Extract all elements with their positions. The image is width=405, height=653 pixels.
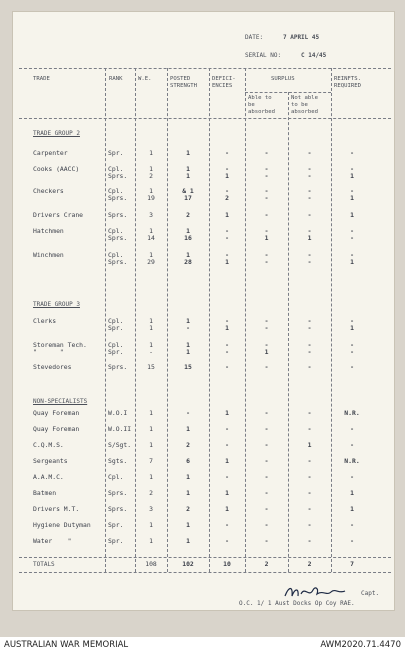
cell-def: - (225, 537, 229, 545)
table-top-rule (19, 68, 391, 69)
totals-not-able: 2 (307, 560, 312, 568)
cell-trade: Quay Foreman (33, 409, 80, 417)
col-rule (288, 92, 289, 572)
cell-rank: Cpl. Sprs. (108, 227, 128, 242)
cell-reinfts: 1 (350, 489, 354, 497)
cell-reinfts: N.R. (344, 457, 360, 465)
cell-def: - 1 (225, 251, 229, 266)
cell-posted: 1 (186, 489, 190, 497)
col-header-posted: POSTED STRENGTH (170, 76, 197, 89)
cell-able: - (264, 473, 269, 481)
cell-posted: 1 (186, 473, 190, 481)
cell-trade: Winchmen (33, 251, 64, 259)
cell-def: - (225, 425, 229, 433)
cell-we: 7 (149, 457, 153, 465)
cell-we: 1 - (149, 341, 153, 356)
cell-reinfts: - (350, 521, 354, 529)
cell-able: - - (264, 187, 269, 202)
cell-rank: Sprs. (108, 363, 128, 371)
footer-right-text: AWM2020.71.4470 (320, 640, 401, 650)
col-header-not-able: Not able to be absorbed (291, 95, 318, 115)
cell-posted: 2 (186, 505, 190, 513)
cell-able: - (264, 457, 269, 465)
cell-we: 1 (149, 473, 153, 481)
cell-rank: Spr. (108, 521, 124, 529)
cell-we: 1 (149, 425, 153, 433)
cell-posted: 2 (186, 211, 190, 219)
totals-reinfts: 7 (350, 560, 354, 568)
cell-not-able: - - (307, 187, 312, 202)
signature-rank: Capt. (361, 590, 380, 597)
cell-not-able: - (307, 211, 312, 219)
cell-able: - (264, 363, 269, 371)
serial-label: SERIAL NO: (245, 52, 282, 59)
cell-def: - - (225, 227, 229, 242)
col-rule (105, 68, 106, 572)
archive-footer (0, 637, 405, 653)
cell-trade: Drivers Crane (33, 211, 84, 219)
cell-trade: Drivers M.T. (33, 505, 80, 513)
cell-reinfts: - (350, 473, 354, 481)
cell-trade: C.Q.M.S. (33, 441, 64, 449)
cell-able: - - (264, 251, 269, 266)
cell-trade: Hatchmen (33, 227, 64, 235)
cell-we: 1 (149, 537, 153, 545)
cell-def: - 1 (225, 165, 229, 180)
cell-def: - (225, 441, 229, 449)
cell-trade: Cooks (AACC) (33, 165, 80, 173)
cell-posted: 15 (184, 363, 192, 371)
cell-not-able: - (307, 457, 312, 465)
cell-able: - (264, 505, 269, 513)
col-header-deficiencies: DEFICI- ENCIES (212, 76, 236, 89)
cell-not-able: - - (307, 317, 312, 332)
cell-def: 1 (225, 489, 229, 497)
cell-def: 1 (225, 457, 229, 465)
cell-rank: Sprs. (108, 211, 128, 219)
cell-posted: 1 (186, 537, 190, 545)
cell-we: 1 (149, 521, 153, 529)
cell-not-able: 1 (307, 441, 312, 449)
cell-able: - 1 (264, 341, 269, 356)
serial-value: C 14/45 (301, 52, 327, 59)
cell-posted: & 1 17 (182, 187, 194, 202)
cell-we: 1 1 (149, 317, 153, 332)
group-title: TRADE GROUP 2 (33, 130, 80, 137)
cell-rank: Cpl. Sprs. (108, 187, 128, 202)
cell-able: - (264, 409, 269, 417)
totals-label: TOTALS (33, 561, 55, 568)
totals-bottom-rule (19, 572, 391, 573)
cell-posted: - (186, 409, 190, 417)
group-title: TRADE GROUP 3 (33, 301, 80, 308)
cell-posted: 1 1 (186, 341, 190, 356)
cell-not-able: - (307, 505, 312, 513)
cell-def: 1 (225, 409, 229, 417)
cell-we: 1 (149, 441, 153, 449)
cell-able: - (264, 425, 269, 433)
cell-we: 1 19 (147, 187, 155, 202)
cell-able: - (264, 441, 269, 449)
cell-able: - - (264, 165, 269, 180)
cell-reinfts: N.R. (344, 409, 360, 417)
cell-we: 1 (149, 149, 153, 157)
cell-we: 1 2 (149, 165, 153, 180)
cell-def: 1 (225, 211, 229, 219)
cell-not-able: - - (307, 165, 312, 180)
signature-line: O.C. 1/ 1 Aust Docks Op Coy RAE. (239, 600, 355, 607)
cell-reinfts: - - (350, 341, 354, 356)
cell-able: - (264, 211, 269, 219)
cell-reinfts: - 1 (350, 187, 354, 202)
cell-trade: Water " (33, 537, 72, 545)
col-header-surplus: SURPLUS (271, 76, 295, 82)
cell-reinfts: - 1 (350, 251, 354, 266)
cell-rank: W.O.I (108, 409, 128, 417)
totals-deficiencies: 10 (223, 560, 231, 568)
cell-reinfts: - (350, 425, 354, 433)
cell-posted: 6 (186, 457, 190, 465)
cell-trade: Hygiene Dutyman (33, 521, 91, 529)
cell-trade: Quay Foreman (33, 425, 80, 433)
cell-reinfts: - (350, 441, 354, 449)
cell-reinfts: - 1 (350, 165, 354, 180)
cell-able: - (264, 537, 269, 545)
col-header-rank: RANK (109, 76, 123, 82)
col-header-reinfts: REINFTS. REQUIRED (334, 76, 361, 89)
cell-not-able: - (307, 363, 312, 371)
document-page (12, 11, 395, 611)
cell-posted: 1 - (186, 317, 190, 332)
cell-trade: Stevedores (33, 363, 72, 371)
cell-def: - (225, 149, 229, 157)
cell-rank: Spr. (108, 149, 124, 157)
cell-not-able: - (307, 489, 312, 497)
cell-posted: 1 28 (184, 251, 192, 266)
header-bottom-rule (19, 118, 391, 119)
col-header-we: W.E. (138, 76, 152, 82)
cell-rank: Cpl. (108, 473, 124, 481)
cell-rank: Spr. (108, 537, 124, 545)
cell-trade: A.A.M.C. (33, 473, 64, 481)
cell-posted: 1 (186, 521, 190, 529)
cell-trade: Clerks (33, 317, 57, 325)
totals-we: 108 (145, 560, 157, 568)
cell-trade: Batmen (33, 489, 57, 497)
cell-not-able: - (307, 473, 312, 481)
cell-rank: W.O.II (108, 425, 132, 433)
cell-not-able: - (307, 149, 312, 157)
totals-top-rule (19, 557, 391, 558)
cell-def: - (225, 521, 229, 529)
cell-reinfts: - (350, 537, 354, 545)
cell-trade: Storeman Tech. " " (33, 341, 87, 356)
cell-we: 3 (149, 505, 153, 513)
cell-rank: Sprs. (108, 489, 128, 497)
cell-posted: 2 (186, 441, 190, 449)
cell-able: - 1 (264, 227, 269, 242)
group-title: NON-SPECIALISTS (33, 398, 88, 405)
cell-def: - - (225, 341, 229, 356)
cell-reinfts: - (350, 149, 354, 157)
cell-rank: Cpl. Sprs. (108, 165, 128, 180)
cell-def: - 2 (225, 187, 229, 202)
date-label: DATE: (245, 34, 264, 41)
cell-not-able: - (307, 425, 312, 433)
cell-rank: Sgts. (108, 457, 128, 465)
cell-not-able: - (307, 537, 312, 545)
cell-we: 1 29 (147, 251, 155, 266)
cell-we: 1 (149, 409, 153, 417)
totals-posted: 102 (182, 560, 194, 568)
cell-we: 15 (147, 363, 155, 371)
cell-not-able: - (307, 409, 312, 417)
cell-rank: Sprs. (108, 505, 128, 513)
cell-def: - (225, 473, 229, 481)
cell-reinfts: 1 (350, 211, 354, 219)
signature-mark (283, 584, 353, 600)
cell-def: 1 (225, 505, 229, 513)
cell-def: - (225, 363, 229, 371)
cell-reinfts: - - (350, 227, 354, 242)
cell-not-able: - - (307, 251, 312, 266)
cell-rank: S/Sgt. (108, 441, 132, 449)
cell-posted: 1 16 (184, 227, 192, 242)
cell-reinfts: - (350, 363, 354, 371)
date-value: 7 APRIL 45 (283, 34, 320, 41)
col-header-able: Able to be absorbed (248, 95, 275, 115)
cell-able: - (264, 149, 269, 157)
cell-rank: Cpl. Sprs. (108, 251, 128, 266)
cell-reinfts: 1 (350, 505, 354, 513)
col-header-trade: TRADE (33, 76, 50, 82)
cell-not-able: - 1 (307, 227, 312, 242)
cell-trade: Sergeants (33, 457, 68, 465)
cell-able: - - (264, 317, 269, 332)
cell-we: 3 (149, 211, 153, 219)
cell-rank: Cpl. Spr. (108, 317, 124, 332)
cell-trade: Checkers (33, 187, 64, 195)
cell-able: - (264, 489, 269, 497)
cell-reinfts: - 1 (350, 317, 354, 332)
cell-posted: 1 (186, 425, 190, 433)
cell-we: 2 (149, 489, 153, 497)
cell-rank: Cpl. Spr. (108, 341, 124, 356)
footer-left-text: AUSTRALIAN WAR MEMORIAL (4, 640, 129, 650)
cell-not-able: - - (307, 341, 312, 356)
cell-not-able: - (307, 521, 312, 529)
cell-we: 1 14 (147, 227, 155, 242)
cell-posted: 1 (186, 149, 190, 157)
cell-able: - (264, 521, 269, 529)
totals-able: 2 (264, 560, 269, 568)
cell-trade: Carpenter (33, 149, 68, 157)
cell-posted: 1 1 (186, 165, 190, 180)
cell-def: - 1 (225, 317, 229, 332)
